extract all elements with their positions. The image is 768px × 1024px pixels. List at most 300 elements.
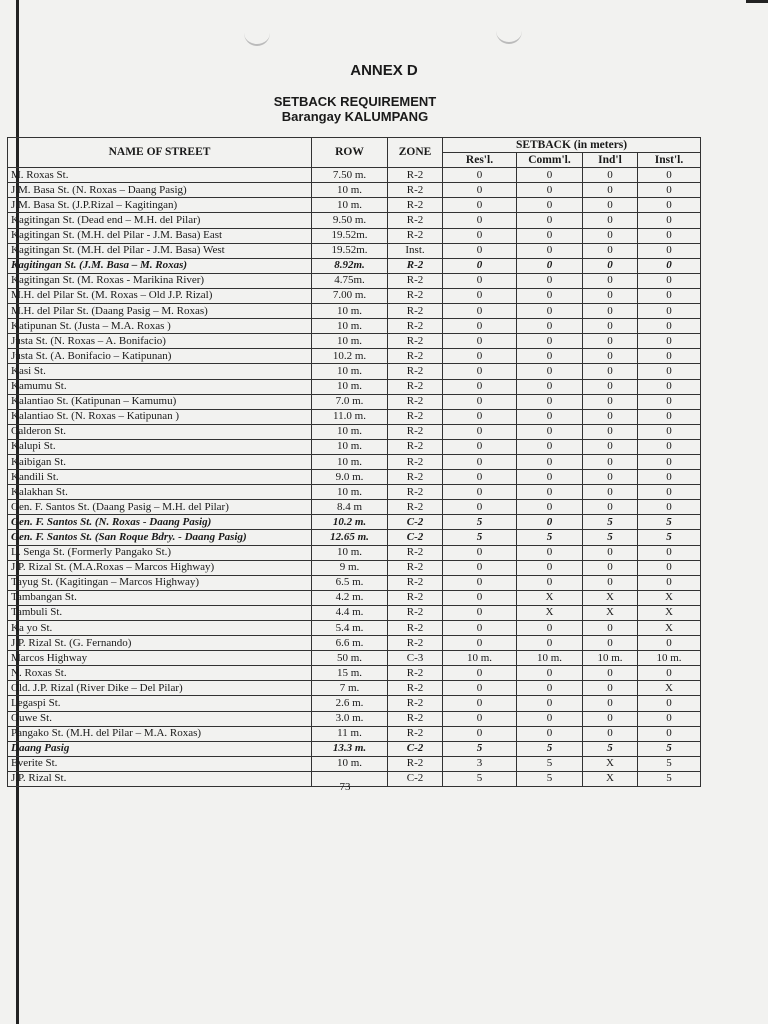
ind-setback-cell: 0 (583, 681, 638, 696)
row-cell: 2.6 m. (312, 696, 388, 711)
comm-setback-cell: 0 (517, 319, 583, 334)
res-setback-cell: 0 (443, 500, 517, 515)
comm-setback-cell: X (517, 605, 583, 620)
res-setback-cell: 3 (443, 756, 517, 771)
row-cell: 10 m. (312, 183, 388, 198)
row-cell: 10 m. (312, 485, 388, 500)
zone-cell: R-2 (388, 364, 443, 379)
row-cell: 6.6 m. (312, 636, 388, 651)
street-cell: Kagitingan St. (J.M. Basa – M. Roxas) (8, 258, 312, 273)
street-cell: L. Senga St. (Formerly Pangako St.) (8, 545, 312, 560)
res-setback-cell: 0 (443, 364, 517, 379)
street-cell: J.M. Basa St. (N. Roxas – Daang Pasig) (8, 183, 312, 198)
table-row (8, 485, 701, 500)
inst-setback-cell: 5 (638, 756, 701, 771)
ind-setback-cell: 0 (583, 575, 638, 590)
street-cell: Old. J.P. Rizal (River Dike – Del Pilar) (8, 681, 312, 696)
ind-setback-cell: X (583, 590, 638, 605)
res-setback-cell: 0 (443, 726, 517, 741)
table-row (8, 515, 701, 530)
zone-cell: R-2 (388, 711, 443, 726)
street-cell: Kagitingan St. (Dead end – M.H. del Pilar) (8, 213, 312, 228)
row-cell: 10 m. (312, 334, 388, 349)
row-cell: 4.2 m. (312, 590, 388, 605)
ind-setback-cell: 0 (583, 273, 638, 288)
street-cell: Gen. F. Santos St. (Daang Pasig – M.H. del Pilar) (8, 500, 312, 515)
table-row (8, 258, 701, 273)
table-row (8, 500, 701, 515)
ind-setback-cell: 0 (583, 349, 638, 364)
table-row (8, 545, 701, 560)
comm-setback-cell: 0 (517, 470, 583, 485)
ind-setback-cell: 0 (583, 334, 638, 349)
table-row (8, 560, 701, 575)
col-header-ind: Ind'l (583, 153, 638, 168)
inst-setback-cell: 0 (638, 696, 701, 711)
zone-cell: R-2 (388, 681, 443, 696)
res-setback-cell: 0 (443, 319, 517, 334)
res-setback-cell: 0 (443, 439, 517, 454)
inst-setback-cell: 0 (638, 273, 701, 288)
row-cell: 12.65 m. (312, 530, 388, 545)
table-row (8, 530, 701, 545)
setback-table (7, 137, 701, 787)
table-row (8, 741, 701, 756)
table-row (8, 424, 701, 439)
col-header-row: ROW (312, 138, 388, 168)
comm-setback-cell: 0 (517, 273, 583, 288)
street-cell: Kamumu St. (8, 379, 312, 394)
table-row (8, 183, 701, 198)
row-cell: 10 m. (312, 304, 388, 319)
res-setback-cell: 5 (443, 530, 517, 545)
comm-setback-cell: 0 (517, 288, 583, 303)
street-cell: M. Roxas St. (8, 168, 312, 183)
table-row (8, 379, 701, 394)
zone-cell: R-2 (388, 621, 443, 636)
inst-setback-cell: X (638, 605, 701, 620)
res-setback-cell: 0 (443, 560, 517, 575)
ind-setback-cell: 0 (583, 500, 638, 515)
comm-setback-cell: 5 (517, 530, 583, 545)
ind-setback-cell: 0 (583, 454, 638, 469)
inst-setback-cell: 0 (638, 575, 701, 590)
row-cell: 9 m. (312, 560, 388, 575)
row-cell: 9.50 m. (312, 213, 388, 228)
ind-setback-cell: 0 (583, 621, 638, 636)
res-setback-cell: 0 (443, 183, 517, 198)
row-cell: 7.00 m. (312, 288, 388, 303)
ind-setback-cell: 0 (583, 258, 638, 273)
ind-setback-cell: 0 (583, 228, 638, 243)
zone-cell: C-3 (388, 651, 443, 666)
inst-setback-cell: X (638, 681, 701, 696)
res-setback-cell: 0 (443, 454, 517, 469)
row-cell: 10 m. (312, 364, 388, 379)
street-cell: Kagitingan St. (M.H. del Pilar - J.M. Basa) East (8, 228, 312, 243)
street-cell: Kagitingan St. (M.H. del Pilar - J.M. Basa) West (8, 243, 312, 258)
table-row (8, 756, 701, 771)
ind-setback-cell: 0 (583, 409, 638, 424)
ind-setback-cell: 0 (583, 304, 638, 319)
zone-cell: R-2 (388, 183, 443, 198)
inst-setback-cell: 0 (638, 243, 701, 258)
comm-setback-cell: 0 (517, 349, 583, 364)
street-cell: Gen. F. Santos St. (San Roque Bdry. - Daang Pasig) (8, 530, 312, 545)
zone-cell: R-2 (388, 228, 443, 243)
inst-setback-cell: 0 (638, 394, 701, 409)
comm-setback-cell: 0 (517, 621, 583, 636)
row-cell: 50 m. (312, 651, 388, 666)
zone-cell: R-2 (388, 575, 443, 590)
street-cell: Calderon St. (8, 424, 312, 439)
res-setback-cell: 0 (443, 213, 517, 228)
corner-scan-mark (746, 0, 768, 3)
ind-setback-cell: 0 (583, 288, 638, 303)
comm-setback-cell: 0 (517, 696, 583, 711)
zone-cell: R-2 (388, 273, 443, 288)
ind-setback-cell: 0 (583, 726, 638, 741)
street-cell: Kandili St. (8, 470, 312, 485)
res-setback-cell: 5 (443, 771, 517, 786)
ind-setback-cell: 0 (583, 183, 638, 198)
inst-setback-cell: 0 (638, 470, 701, 485)
ind-setback-cell: 0 (583, 364, 638, 379)
ind-setback-cell: 0 (583, 711, 638, 726)
col-header-res: Res'l. (443, 153, 517, 168)
table-row (8, 349, 701, 364)
comm-setback-cell: X (517, 590, 583, 605)
table-row (8, 288, 701, 303)
document-title (0, 94, 710, 124)
ind-setback-cell: 0 (583, 243, 638, 258)
row-cell: 10 m. (312, 424, 388, 439)
zone-cell: R-2 (388, 168, 443, 183)
inst-setback-cell: 0 (638, 439, 701, 454)
comm-setback-cell: 0 (517, 183, 583, 198)
table-row (8, 394, 701, 409)
ind-setback-cell: 0 (583, 319, 638, 334)
ind-setback-cell: 0 (583, 636, 638, 651)
inst-setback-cell: 0 (638, 364, 701, 379)
inst-setback-cell: 10 m. (638, 651, 701, 666)
street-cell: Kaibigan St. (8, 454, 312, 469)
street-cell: Everite St. (8, 756, 312, 771)
row-cell: 8.92m. (312, 258, 388, 273)
zone-cell: R-2 (388, 424, 443, 439)
punch-hole (496, 30, 522, 44)
zone-cell: C-2 (388, 771, 443, 786)
zone-cell: R-2 (388, 349, 443, 364)
res-setback-cell: 0 (443, 304, 517, 319)
table-row (8, 605, 701, 620)
inst-setback-cell: 0 (638, 409, 701, 424)
comm-setback-cell: 0 (517, 454, 583, 469)
res-setback-cell: 0 (443, 198, 517, 213)
table-row (8, 590, 701, 605)
inst-setback-cell: X (638, 590, 701, 605)
res-setback-cell: 0 (443, 545, 517, 560)
inst-setback-cell: 0 (638, 258, 701, 273)
ind-setback-cell: X (583, 605, 638, 620)
street-cell: Ka yo St. (8, 621, 312, 636)
inst-setback-cell: 0 (638, 379, 701, 394)
row-cell: 10.2 m. (312, 515, 388, 530)
row-cell: 13.3 m. (312, 741, 388, 756)
table-row (8, 439, 701, 454)
punch-hole (244, 32, 270, 46)
table-row (8, 228, 701, 243)
street-cell: Gen. F. Santos St. (N. Roxas - Daang Pasig) (8, 515, 312, 530)
row-cell: 6.5 m. (312, 575, 388, 590)
inst-setback-cell: 5 (638, 530, 701, 545)
street-cell: Kalakhan St. (8, 485, 312, 500)
inst-setback-cell: 0 (638, 304, 701, 319)
row-cell: 19.52m. (312, 243, 388, 258)
table-row (8, 364, 701, 379)
ind-setback-cell: 0 (583, 439, 638, 454)
col-header-setback: SETBACK (in meters) (443, 138, 701, 153)
street-cell: J.P. Rizal St. (G. Fernando) (8, 636, 312, 651)
comm-setback-cell: 0 (517, 258, 583, 273)
inst-setback-cell: 0 (638, 334, 701, 349)
inst-setback-cell: 5 (638, 771, 701, 786)
zone-cell: R-2 (388, 636, 443, 651)
res-setback-cell: 0 (443, 273, 517, 288)
street-cell: J.P. Rizal St. (M.A.Roxas – Marcos Highway) (8, 560, 312, 575)
row-cell: 10.2 m. (312, 349, 388, 364)
inst-setback-cell: 0 (638, 666, 701, 681)
res-setback-cell: 0 (443, 288, 517, 303)
inst-setback-cell: 5 (638, 515, 701, 530)
ind-setback-cell: X (583, 771, 638, 786)
comm-setback-cell: 0 (517, 439, 583, 454)
row-cell: 5.4 m. (312, 621, 388, 636)
zone-cell: R-2 (388, 545, 443, 560)
inst-setback-cell: 0 (638, 560, 701, 575)
row-cell: 7 m. (312, 681, 388, 696)
comm-setback-cell: 0 (517, 243, 583, 258)
row-cell: 10 m. (312, 545, 388, 560)
inst-setback-cell: 0 (638, 319, 701, 334)
title-line-2: Barangay KALUMPANG (281, 109, 429, 124)
inst-setback-cell: 0 (638, 485, 701, 500)
res-setback-cell: 0 (443, 349, 517, 364)
row-cell: 9.0 m. (312, 470, 388, 485)
res-setback-cell: 0 (443, 334, 517, 349)
row-cell: 10 m. (312, 454, 388, 469)
inst-setback-cell: 0 (638, 500, 701, 515)
ind-setback-cell: X (583, 756, 638, 771)
street-cell: Justa St. (N. Roxas – A. Bonifacio) (8, 334, 312, 349)
ind-setback-cell: 0 (583, 696, 638, 711)
row-cell: 10 m. (312, 379, 388, 394)
zone-cell: R-2 (388, 439, 443, 454)
res-setback-cell: 0 (443, 621, 517, 636)
table-row (8, 711, 701, 726)
row-cell: 10 m. (312, 198, 388, 213)
ind-setback-cell: 0 (583, 198, 638, 213)
table-row (8, 213, 701, 228)
ind-setback-cell: 0 (583, 424, 638, 439)
street-cell: Tayug St. (Kagitingan – Marcos Highway) (8, 575, 312, 590)
col-header-name: NAME OF STREET (8, 138, 312, 168)
zone-cell: Inst. (388, 243, 443, 258)
res-setback-cell: 0 (443, 379, 517, 394)
inst-setback-cell: 0 (638, 168, 701, 183)
row-cell: 15 m. (312, 666, 388, 681)
comm-setback-cell: 5 (517, 771, 583, 786)
res-setback-cell: 0 (443, 696, 517, 711)
zone-cell: R-2 (388, 409, 443, 424)
zone-cell: R-2 (388, 213, 443, 228)
street-cell: Pangako St. (M.H. del Pilar – M.A. Roxas) (8, 726, 312, 741)
table-row (8, 409, 701, 424)
ind-setback-cell: 5 (583, 530, 638, 545)
zone-cell: R-2 (388, 590, 443, 605)
zone-cell: C-2 (388, 530, 443, 545)
annex-heading: ANNEX D (350, 62, 418, 79)
zone-cell: R-2 (388, 379, 443, 394)
ind-setback-cell: 0 (583, 213, 638, 228)
res-setback-cell: 0 (443, 394, 517, 409)
table-row (8, 726, 701, 741)
comm-setback-cell: 0 (517, 545, 583, 560)
table-row (8, 334, 701, 349)
table-row (8, 651, 701, 666)
street-cell: M.H. del Pilar St. (M. Roxas – Old J.P. Rizal) (8, 288, 312, 303)
inst-setback-cell: 0 (638, 711, 701, 726)
table-row (8, 319, 701, 334)
row-cell: 7.50 m. (312, 168, 388, 183)
zone-cell: R-2 (388, 454, 443, 469)
ind-setback-cell: 0 (583, 379, 638, 394)
table-row (8, 273, 701, 288)
street-cell: Tambuli St. (8, 605, 312, 620)
row-cell: 10 m. (312, 439, 388, 454)
row-cell: 11.0 m. (312, 409, 388, 424)
col-header-zone: ZONE (388, 138, 443, 168)
res-setback-cell: 0 (443, 681, 517, 696)
table-body (8, 168, 701, 787)
ind-setback-cell: 10 m. (583, 651, 638, 666)
street-cell: M.H. del Pilar St. (Daang Pasig – M. Roxas) (8, 304, 312, 319)
street-cell: Legaspi St. (8, 696, 312, 711)
res-setback-cell: 0 (443, 711, 517, 726)
inst-setback-cell: 0 (638, 454, 701, 469)
row-cell: 3.0 m. (312, 711, 388, 726)
comm-setback-cell: 0 (517, 213, 583, 228)
res-setback-cell: 0 (443, 409, 517, 424)
inst-setback-cell: 0 (638, 213, 701, 228)
zone-cell: C-2 (388, 515, 443, 530)
inst-setback-cell: 0 (638, 228, 701, 243)
comm-setback-cell: 0 (517, 409, 583, 424)
street-cell: J.M. Basa St. (J.P.Rizal – Kagitingan) (8, 198, 312, 213)
comm-setback-cell: 0 (517, 515, 583, 530)
comm-setback-cell: 0 (517, 666, 583, 681)
street-cell: N. Roxas St. (8, 666, 312, 681)
zone-cell: R-2 (388, 198, 443, 213)
inst-setback-cell: 0 (638, 183, 701, 198)
res-setback-cell: 0 (443, 424, 517, 439)
comm-setback-cell: 0 (517, 364, 583, 379)
table-row (8, 696, 701, 711)
street-cell: Katipunan St. (Justa – M.A. Roxas ) (8, 319, 312, 334)
row-cell: 11 m. (312, 726, 388, 741)
table-row (8, 454, 701, 469)
street-cell: Kalantiao St. (N. Roxas – Katipunan ) (8, 409, 312, 424)
street-cell: Daang Pasig (8, 741, 312, 756)
table-row (8, 243, 701, 258)
ind-setback-cell: 0 (583, 545, 638, 560)
street-cell: Kagitingan St. (M. Roxas - Marikina River) (8, 273, 312, 288)
zone-cell: R-2 (388, 258, 443, 273)
table-row (8, 198, 701, 213)
inst-setback-cell: 0 (638, 545, 701, 560)
comm-setback-cell: 0 (517, 560, 583, 575)
zone-cell: R-2 (388, 756, 443, 771)
ind-setback-cell: 5 (583, 515, 638, 530)
title-line-1: SETBACK REQUIREMENT (273, 94, 437, 109)
street-cell: Marcos Highway (8, 651, 312, 666)
inst-setback-cell: 0 (638, 349, 701, 364)
comm-setback-cell: 0 (517, 198, 583, 213)
street-cell: J.P. Rizal St. (8, 771, 312, 786)
inst-setback-cell: 0 (638, 726, 701, 741)
row-cell: 8.4 m (312, 500, 388, 515)
col-header-comm: Comm'l. (517, 153, 583, 168)
comm-setback-cell: 0 (517, 485, 583, 500)
res-setback-cell: 5 (443, 741, 517, 756)
table-row (8, 666, 701, 681)
comm-setback-cell: 0 (517, 168, 583, 183)
res-setback-cell: 0 (443, 470, 517, 485)
res-setback-cell: 0 (443, 636, 517, 651)
comm-setback-cell: 0 (517, 711, 583, 726)
comm-setback-cell: 10 m. (517, 651, 583, 666)
ind-setback-cell: 0 (583, 394, 638, 409)
res-setback-cell: 10 m. (443, 651, 517, 666)
row-cell: 10 m. (312, 756, 388, 771)
street-cell: Guwe St. (8, 711, 312, 726)
ind-setback-cell: 0 (583, 485, 638, 500)
inst-setback-cell: 0 (638, 198, 701, 213)
inst-setback-cell: 5 (638, 741, 701, 756)
zone-cell: R-2 (388, 470, 443, 485)
inst-setback-cell: X (638, 621, 701, 636)
zone-cell: R-2 (388, 304, 443, 319)
comm-setback-cell: 0 (517, 334, 583, 349)
table-row (8, 681, 701, 696)
comm-setback-cell: 0 (517, 304, 583, 319)
comm-setback-cell: 0 (517, 424, 583, 439)
res-setback-cell: 0 (443, 258, 517, 273)
res-setback-cell: 0 (443, 228, 517, 243)
zone-cell: R-2 (388, 696, 443, 711)
zone-cell: C-2 (388, 741, 443, 756)
comm-setback-cell: 5 (517, 741, 583, 756)
comm-setback-cell: 0 (517, 681, 583, 696)
ind-setback-cell: 0 (583, 666, 638, 681)
street-cell: Kalupi St. (8, 439, 312, 454)
inst-setback-cell: 0 (638, 636, 701, 651)
col-header-inst: Inst'l. (638, 153, 701, 168)
ind-setback-cell: 0 (583, 168, 638, 183)
row-cell: 7.0 m. (312, 394, 388, 409)
res-setback-cell: 0 (443, 590, 517, 605)
street-cell: Tambangan St. (8, 590, 312, 605)
